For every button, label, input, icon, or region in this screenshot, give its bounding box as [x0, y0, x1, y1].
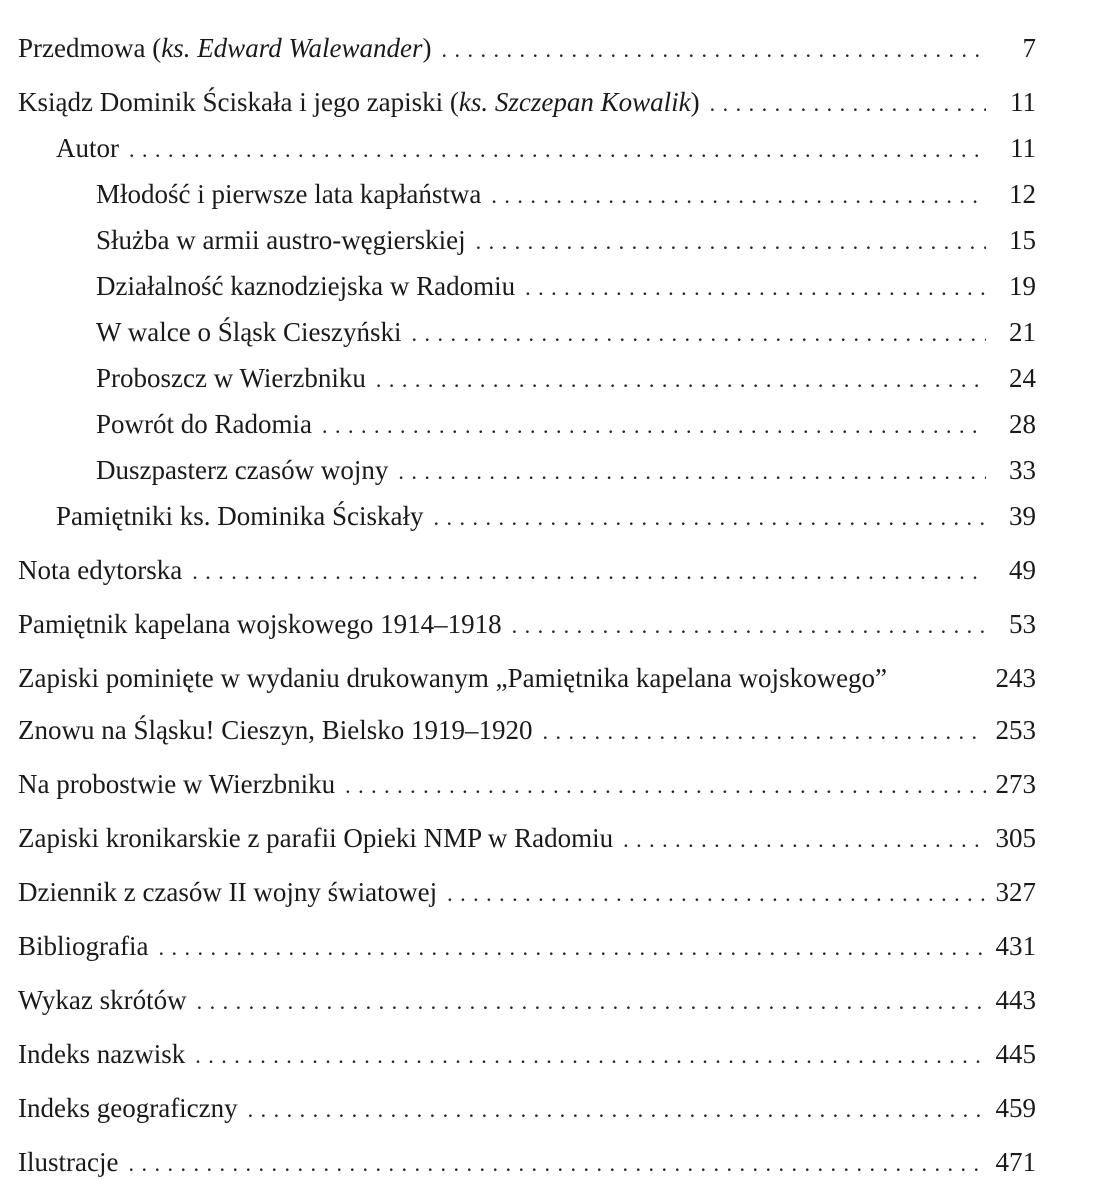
toc-entry [18, 658, 1036, 698]
toc-entry-title-text: Ilustracje [18, 1147, 119, 1177]
toc-entry-page-number: 273 [995, 769, 1036, 799]
toc-entry-author: ks. Edward Walewander [161, 33, 423, 63]
dot-leader [195, 1036, 985, 1076]
toc-entry-title-text: Duszpasterz czasów wojny [96, 455, 389, 485]
toc-entry-title-text: Indeks geograficzny [18, 1093, 238, 1123]
dot-leader [525, 268, 986, 308]
toc-entry-page-number: 39 [1009, 501, 1036, 531]
toc-entry-title [18, 1142, 118, 1182]
toc-entry-page-number: 12 [1009, 179, 1036, 209]
toc-entry-title-text: Wykaz skrótów [18, 985, 187, 1015]
toc-entry-page-number: 15 [1009, 225, 1036, 255]
toc-entry-title [18, 710, 532, 750]
toc-entry-title [18, 550, 182, 590]
toc-entry [18, 82, 1036, 124]
toc-entry-title-text: Ksiądz Dominik Ściskała i jego zapiski ( [18, 87, 459, 117]
toc-entry-title [96, 450, 388, 490]
toc-entry-title-text: Pamiętniki ks. Dominika Ściskały [56, 501, 424, 531]
dot-leader [129, 130, 986, 170]
toc-entry-title-text: Indeks nazwisk [18, 1039, 186, 1069]
dot-leader [398, 452, 986, 492]
toc-entry-title-text: Dziennik z czasów II wojny światowej [18, 877, 438, 907]
dot-leader [197, 982, 986, 1022]
dot-leader [447, 874, 985, 914]
dot-leader [623, 820, 985, 860]
toc-entry-title [96, 174, 481, 214]
dot-leader [376, 360, 986, 400]
toc-entry-title [18, 818, 613, 858]
toc-entry-page-number: 7 [1022, 33, 1036, 63]
toc-entry [18, 450, 1036, 492]
toc-entry-page-number: 24 [1009, 363, 1036, 393]
toc-entry-title [18, 980, 187, 1020]
toc-entry-page-number: 327 [995, 877, 1036, 907]
toc-entry [18, 174, 1036, 216]
dot-leader [512, 606, 986, 646]
toc-entry-title-text: Powrót do Radomia [96, 409, 312, 439]
toc-entry [18, 404, 1036, 446]
toc-entry-title-text: Przedmowa ( [18, 33, 162, 63]
toc-entry-page-number: 28 [1009, 409, 1036, 439]
toc-entry-page-number: 33 [1009, 455, 1036, 485]
toc-entry [18, 1142, 1036, 1184]
toc-entry-title-text: Pamiętnik kapelana wojskowego 1914–1918 [18, 609, 502, 639]
toc-entry [18, 550, 1036, 592]
toc-entry-title [56, 496, 423, 536]
toc-entry-title [18, 926, 148, 966]
toc-entry-title [96, 266, 515, 306]
toc-entry-page-number: 11 [1010, 133, 1036, 163]
toc-entry-title-text: Nota edytorska [18, 555, 183, 585]
toc-entry-author: ks. Szczepan Kowalik [458, 87, 691, 117]
toc-entry-title [18, 28, 431, 68]
toc-entry-title-text: Zapiski kronikarskie z parafii Opieki NMP w Radomiu [18, 823, 614, 853]
toc-entry [18, 266, 1036, 308]
dot-leader [128, 1144, 985, 1184]
toc-entry [18, 128, 1036, 170]
dot-leader [345, 766, 985, 806]
toc-entry-page-number: 471 [995, 1147, 1036, 1177]
toc-entry-page-number: 305 [995, 823, 1036, 853]
toc-entry-title-text: W walce o Śląsk Cieszyński [96, 317, 402, 347]
dot-leader [542, 712, 985, 752]
toc-entry-title-suffix: ) [422, 33, 432, 63]
toc-entry-title-suffix: ) [690, 87, 700, 117]
toc-entry [18, 604, 1036, 646]
toc-entry-title [56, 128, 119, 168]
toc-entry [18, 980, 1036, 1022]
toc-entry-page-number: 19 [1009, 271, 1036, 301]
toc-entry [18, 496, 1036, 538]
toc-entry-page-number: 445 [995, 1039, 1036, 1069]
table-of-contents [18, 28, 1036, 1184]
toc-entry-title [96, 404, 312, 444]
toc-entry-title-text: Autor [56, 133, 119, 163]
toc-entry-page-number: 253 [995, 715, 1036, 745]
toc-entry-title [18, 82, 700, 122]
toc-entry-page-number: 53 [1009, 609, 1036, 639]
toc-entry [18, 312, 1036, 354]
dot-leader [710, 84, 986, 124]
toc-entry-title [18, 658, 996, 698]
toc-entry-page-number: 243 [995, 663, 1036, 693]
toc-entry [18, 764, 1036, 806]
toc-entry-title-text: Młodość i pierwsze lata kapłaństwa [96, 179, 482, 209]
toc-entry-title [96, 220, 466, 260]
toc-entry-title [18, 872, 437, 912]
toc-entry-title-text: Bibliografia [18, 931, 149, 961]
dot-leader [476, 222, 986, 262]
toc-entry [18, 872, 1036, 914]
toc-entry [18, 926, 1036, 968]
toc-entry-page-number: 11 [1010, 87, 1036, 117]
dot-leader [248, 1090, 986, 1130]
toc-entry-title-text: Znowu na Śląsku! Cieszyn, Bielsko 1919–1920 [18, 715, 533, 745]
toc-entry [18, 358, 1036, 400]
dot-leader [441, 30, 986, 70]
toc-entry [18, 28, 1036, 70]
toc-entry-page-number: 431 [995, 931, 1036, 961]
toc-entry-title-text: Działalność kaznodziejska w Radomiu [96, 271, 516, 301]
dot-leader [158, 928, 985, 968]
toc-entry-title-text: Proboszcz w Wierzbniku [96, 363, 366, 393]
toc-entry [18, 220, 1036, 262]
toc-entry-page-number: 443 [995, 985, 1036, 1015]
toc-entry-title [18, 604, 502, 644]
toc-entry-title [18, 764, 335, 804]
toc-entry [18, 818, 1036, 860]
dot-leader [433, 498, 986, 538]
toc-entry-page-number: 49 [1009, 555, 1036, 585]
dot-leader [491, 176, 986, 216]
toc-entry [18, 1088, 1036, 1130]
toc-entry-title [96, 358, 366, 398]
toc-entry-title [96, 312, 401, 352]
toc-entry [18, 1034, 1036, 1076]
dot-leader [192, 552, 986, 592]
toc-entry-title [18, 1034, 185, 1074]
dot-leader [322, 406, 986, 446]
toc-entry-title-text: Zapiski pominięte w wydaniu drukowanym „Pamiętnika kapelana wojskowego” [18, 663, 888, 693]
toc-entry-title-text: Służba w armii austro-węgierskiej [96, 225, 466, 255]
toc-entry-page-number: 459 [995, 1093, 1036, 1123]
dot-leader [411, 314, 986, 354]
toc-entry-title [18, 1088, 238, 1128]
toc-entry-title-text: Na probostwie w Wierzbniku [18, 769, 336, 799]
toc-entry-page-number: 21 [1009, 317, 1036, 347]
toc-entry [18, 710, 1036, 752]
